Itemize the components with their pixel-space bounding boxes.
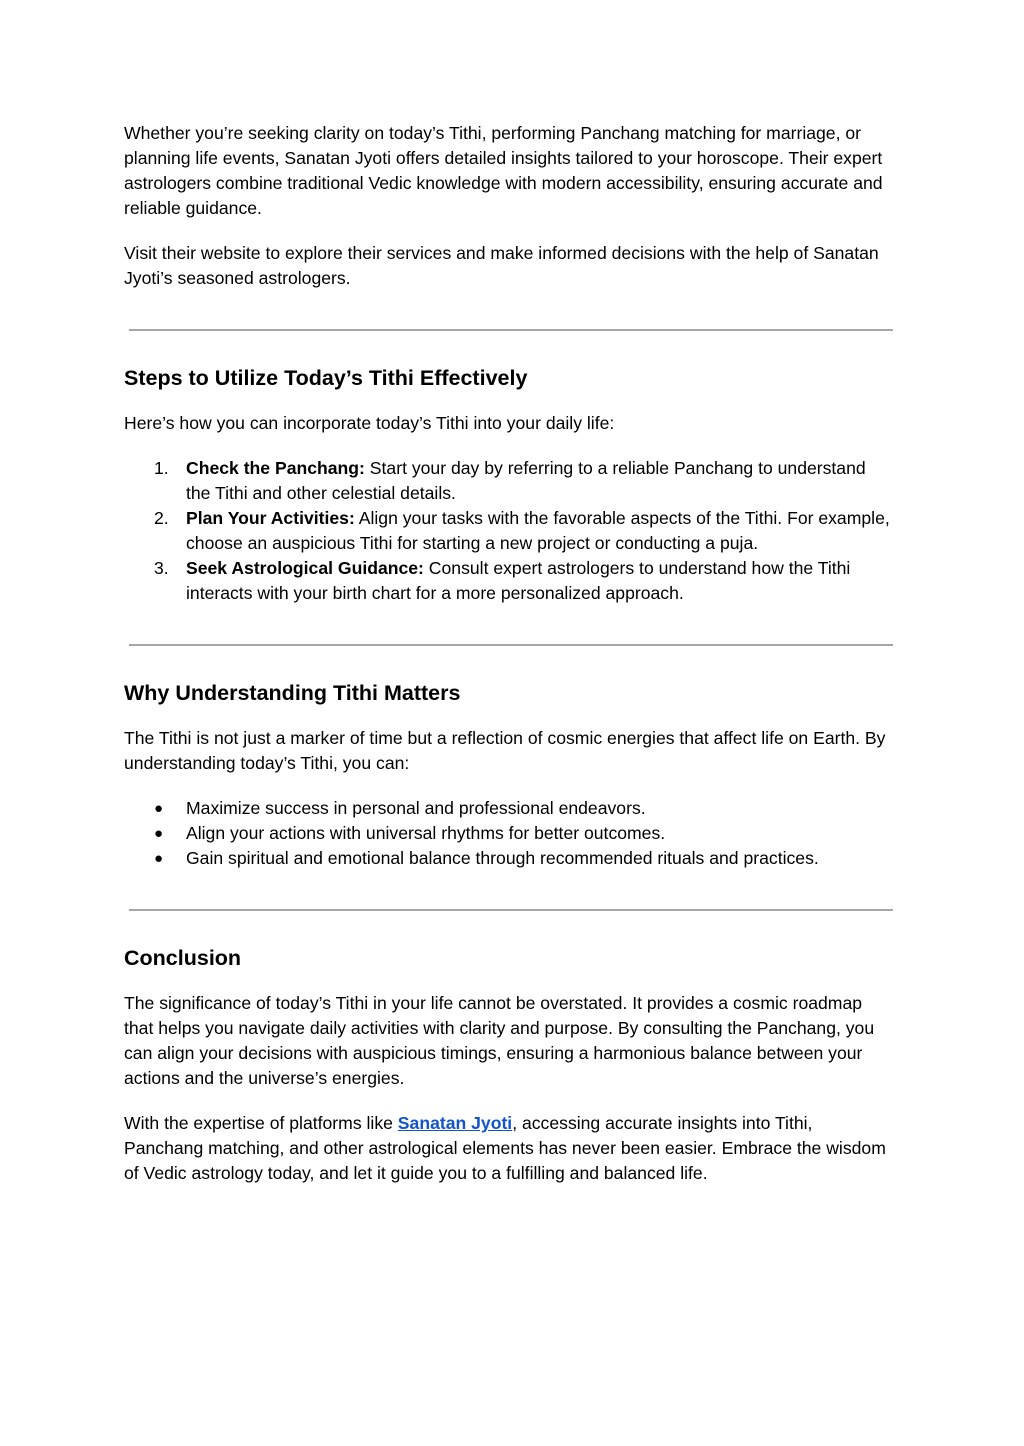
step-title: Seek Astrological Guidance: — [186, 558, 424, 578]
step-text: Consult expert astrologers to understand how the Tithi interacts with your birth chart for a more personalized approach. — [186, 558, 851, 603]
list-item — [124, 506, 894, 556]
steps-heading: Steps to Utilize Today’s Tithi Effectively — [124, 366, 528, 390]
conclusion-paragraph-2 — [124, 1111, 894, 1186]
list-number: 2. — [154, 508, 169, 528]
steps-list — [124, 456, 894, 606]
bullet-text: Gain spiritual and emotional balance through recommended rituals and practices. — [186, 848, 819, 868]
why-intro: The Tithi is not just a marker of time but a reflection of cosmic energies that affect life on Earth. By understanding today’s Tithi, you can: — [124, 728, 886, 773]
bullet-icon: ● — [154, 850, 164, 867]
paragraph-text: , accessing accurate insights into Tithi, Panchang matching, and other astrological elements has never been easier. Embrace the wisdom of Vedic astrology today, and let it guide you to a fulfilling and balanced life. — [124, 1113, 886, 1183]
list-item — [124, 821, 894, 846]
section-divider — [129, 909, 893, 911]
section-divider — [129, 329, 893, 331]
bullet-text: Maximize success in personal and professional endeavors. — [186, 798, 646, 818]
step-text: Align your tasks with the favorable aspects of the Tithi. For example, choose an auspicious Tithi for starting a new project or conducting a puja. — [186, 508, 890, 553]
list-number: 1. — [154, 458, 169, 478]
section-divider — [129, 644, 893, 646]
paragraph-text: With the expertise of platforms like — [124, 1113, 398, 1133]
intro-paragraph-2: Visit their website to explore their services and make informed decisions with the help of Sanatan Jyoti’s seasoned astrologers. — [124, 243, 879, 288]
document-page — [124, 121, 894, 1186]
why-heading: Why Understanding Tithi Matters — [124, 681, 461, 705]
conclusion-heading: Conclusion — [124, 946, 242, 970]
step-title: Plan Your Activities: — [186, 508, 355, 528]
list-item — [124, 456, 894, 506]
steps-intro: Here’s how you can incorporate today’s Tithi into your daily life: — [124, 413, 615, 433]
list-item — [124, 796, 894, 821]
step-title: Check the Panchang: — [186, 458, 365, 478]
why-list — [124, 796, 894, 871]
bullet-text: Align your actions with universal rhythms for better outcomes. — [186, 823, 666, 843]
intro-paragraph-1: Whether you’re seeking clarity on today’s Tithi, performing Panchang matching for marriage, or planning life events, Sanatan Jyoti offers detailed insights tailored to your horoscope. Their expert astrologers combine traditional Vedic knowledge with modern accessibility, ensuring accurate and reliable guidance. — [124, 123, 883, 218]
list-number: 3. — [154, 558, 169, 578]
list-item — [124, 846, 894, 871]
conclusion-paragraph-1: The significance of today’s Tithi in your life cannot be overstated. It provides a cosmic roadmap that helps you navigate daily activities with clarity and purpose. By consulting the Panchang, you can align your decisions with auspicious timings, ensuring a harmonious balance between your actions and the universe’s energies. — [124, 993, 875, 1088]
bullet-icon: ● — [154, 825, 164, 842]
step-text: Start your day by referring to a reliable Panchang to understand the Tithi and other celestial details. — [186, 458, 866, 503]
sanatan-jyoti-link[interactable]: Sanatan Jyoti — [397, 1113, 513, 1133]
list-item — [124, 556, 894, 606]
bullet-icon: ● — [154, 800, 164, 817]
